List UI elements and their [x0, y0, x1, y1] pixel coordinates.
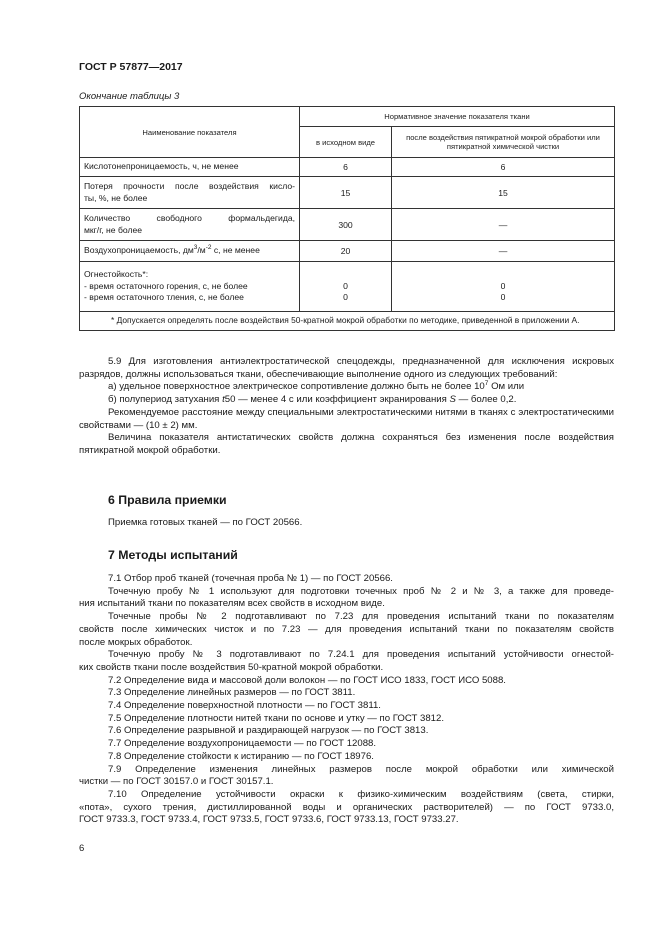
paragraph-line: чистки — по ГОСТ 30157.0 и ГОСТ 30157.1. [79, 776, 274, 788]
header-initial: в исходном виде [300, 127, 392, 158]
row-name [80, 177, 300, 209]
paragraph-line: свойств после химических чисток и по 7.23 — для проведения испытаний ткани по показателям свойств [79, 623, 614, 635]
row-name [80, 209, 300, 241]
paragraph: Величина показателя антистатических свойств должна сохраняться без изменения после воздействия пятикратной мокрой обработки. [79, 432, 614, 456]
paragraph: Рекомендуемое расстояние между специальными электростатическими нитями в тканях с электростатическими свойствами — (10 ± 2) мм. [79, 406, 614, 431]
row-name-line: Количество свободного формальдегида, [84, 212, 295, 223]
row-name: Воздухопроницаемость, $дм^3/м^{-2}$ с, не менее [80, 241, 300, 262]
row-initial: 20 [300, 241, 392, 262]
row-initial: 300 [300, 209, 392, 241]
row-name-line: ты, %, не более [84, 192, 148, 203]
row-name-line: - время остаточного горения, с, не более [84, 280, 248, 291]
row-initial: 6 [300, 158, 392, 177]
paragraph-line: ГОСТ 9733.3, ГОСТ 9733.4, ГОСТ 9733.5, ГОСТ 9733.6, ГОСТ 9733.13, ГОСТ 9733.27. [79, 814, 459, 826]
table-3 [79, 106, 615, 331]
row-name-line: - время остаточного тления, с, не более [84, 292, 244, 303]
paragraph: 7.2 Определение вида и массовой доли волокон — по ГОСТ ИСО 1833, ГОСТ ИСО 5088. [108, 674, 506, 686]
table-row [80, 177, 615, 209]
row-name-line: мкг/г, не более [84, 224, 143, 235]
row-after: 15 [392, 177, 615, 209]
list-item: а) удельное поверхностное электрическое сопротивление должно быть не более $10^7$ Ом или [108, 380, 525, 393]
paragraph: 7.4 Определение поверхностной плотности — по ГОСТ 3811. [108, 700, 381, 712]
paragraph-line: «пота», сухого трения, дистиллированной воды и органических растворителей) — по ГОСТ 9733.0, [79, 801, 614, 813]
paragraph-line: Точечную пробу № 1 используют для подготовки точечных проб № 2 и № 3, а также для проведе- [108, 585, 614, 597]
row-name: Кислотонепроницаемость, ч, не менее [80, 158, 300, 177]
header-group: Нормативное значение показателя ткани [300, 107, 615, 127]
paragraph-line: после мокрых обработок. [79, 636, 193, 648]
clause-5-9 [79, 356, 614, 458]
paragraph-line: Точечные пробы № 2 подготавливают по 7.23 для проведения испытаний ткани по показателям [108, 611, 614, 623]
list-item: б) полупериод затухания t50 — менее 4 с или коэффициент экранирования S — более 0,2. [108, 394, 517, 406]
table-caption: Окончание таблицы 3 [79, 91, 180, 102]
table-row [80, 209, 615, 241]
paragraph-line: 7.9 Определение изменения линейных размеров после мокрой обработки или химической [108, 763, 614, 775]
standard-header: ГОСТ Р 57877—2017 [79, 61, 183, 73]
row-after: 0 0 [392, 262, 615, 312]
paragraph: 7.7 Определение воздухопроницаемости — по ГОСТ 12088. [108, 738, 377, 750]
row-initial: 0 0 [300, 262, 392, 312]
paragraph: 7.8 Определение стойкости к истиранию — по ГОСТ 18976. [108, 750, 374, 762]
row-after: 6 [392, 158, 615, 177]
paragraph: 7.5 Определение плотности нитей ткани по основе и утку — по ГОСТ 3812. [108, 712, 445, 724]
table-footnote-row [80, 312, 615, 331]
row-name-line: Потеря прочности после воздействия кисло- [84, 180, 295, 191]
paragraph-line: 7.10 Определение устойчивости окраски к физико-химическим воздействиям (света, стирки, [108, 788, 614, 800]
paragraph-line: ния испытаний ткани по показателям всех свойств в исходном виде. [79, 598, 385, 610]
table-row [80, 158, 615, 177]
paragraph: 7.3 Определение линейных размеров — по ГОСТ 3811. [108, 687, 356, 699]
section-7-body [79, 573, 614, 827]
row-after: — [392, 209, 615, 241]
row-name-line: Огнестойкость*: [84, 269, 149, 280]
paragraph-line: ких свойств ткани после воздействия 50-кратной мокрой обработки. [79, 661, 384, 673]
paragraph-line: Точечную пробу № 3 подготавливают по 7.24.1 для проведения испытаний устойчивости огнестой- [108, 649, 614, 661]
table-footnote: * Допускается определять после воздействия 50-кратной мокрой обработки по методике, приведенной в приложении А. [80, 312, 615, 331]
paragraph: 5.9 Для изготовления антиэлектростатической спецодежды, предназначенной для исключения искровых разрядов, должны использоваться ткани, обеспечивающие выполнение одного из следующих требований: [79, 356, 614, 380]
table-row [80, 241, 615, 262]
paragraph: 7.1 Отбор проб тканей (точечная проба № 1) — по ГОСТ 20566. [108, 573, 393, 584]
page-number: 6 [79, 843, 85, 854]
paragraph: 7.6 Определение разрывной и раздирающей нагрузок — по ГОСТ 3813. [108, 725, 429, 737]
header-name-column: Наименование показателя [80, 107, 300, 158]
section-7-title: 7 Методы испытаний [108, 548, 238, 562]
row-after: — [392, 241, 615, 262]
row-name [80, 262, 300, 312]
row-initial: 15 [300, 177, 392, 209]
section-6-title: 6 Правила приемки [108, 493, 227, 507]
header-after: после воздействия пятикратной мокрой обработки или пятикратной химической чистки [392, 127, 615, 158]
section-6-text: Приемка готовых тканей — по ГОСТ 20566. [108, 517, 303, 528]
table-row [80, 262, 615, 312]
